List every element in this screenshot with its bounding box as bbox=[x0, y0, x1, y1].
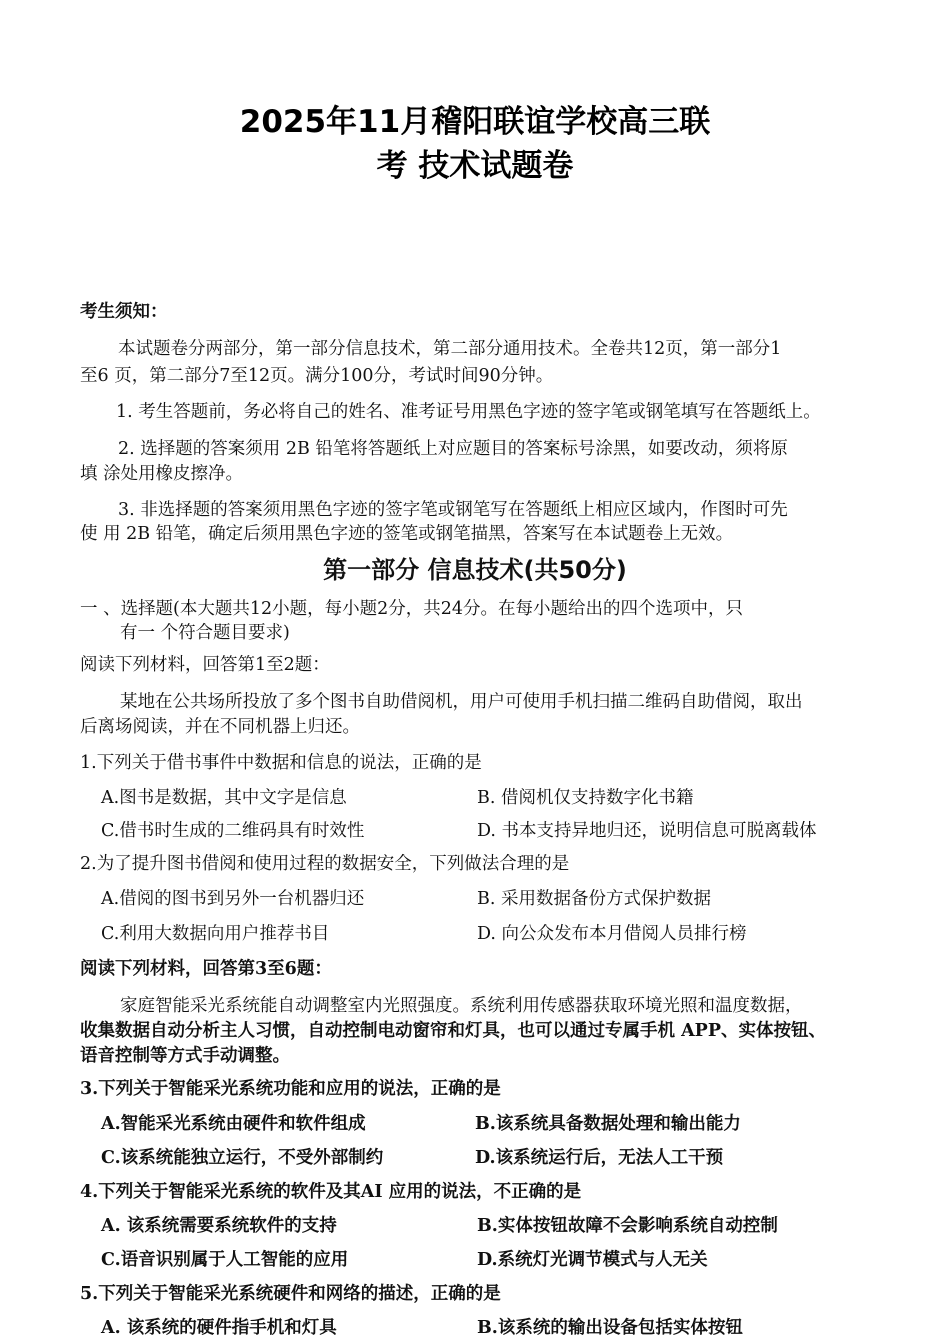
material1-line2: 后离场阅读，并在不同机器上归还。 bbox=[80, 717, 360, 737]
question-stem: 5.下列关于智能采光系统硬件和网络的描述，正确的是 bbox=[80, 1284, 501, 1304]
choice-heading-line1: 一 、选择题(本大题共12小题，每小题2分，共24分。在每小题给出的四个选项中，只 bbox=[80, 599, 744, 619]
option-d: D.系统灯光调节模式与人无关 bbox=[477, 1250, 708, 1270]
material2-line1: 家庭智能采光系统能自动调整室内光照强度。系统利用传感器获取环境光照和温度数据， bbox=[120, 996, 803, 1016]
option-c: C.利用大数据向用户推荐书目 bbox=[101, 924, 330, 944]
option-c: C.语音识别属于人工智能的应用 bbox=[101, 1250, 349, 1270]
option-b: B.该系统具备数据处理和输出能力 bbox=[475, 1114, 741, 1134]
option-b: B. 借阅机仅支持数字化书籍 bbox=[477, 788, 694, 808]
material2-prompt: 阅读下列材料，回答第3至6题： bbox=[80, 959, 332, 979]
question-stem: 1.下列关于借书事件中数据和信息的说法，正确的是 bbox=[80, 753, 482, 773]
option-a: A.图书是数据，其中文字是信息 bbox=[101, 788, 347, 808]
option-b: B.实体按钮故障不会影响系统自动控制 bbox=[477, 1216, 778, 1236]
material1-line1: 某地在公共场所投放了多个图书自助借阅机，用户可使用手机扫描二维码自助借阅，取出 bbox=[120, 692, 803, 712]
choice-heading-line2: 有一 个符合题目要求) bbox=[120, 623, 290, 643]
option-b: B.该系统的输出设备包括实体按钮 bbox=[477, 1318, 743, 1338]
option-c: C.该系统能独立运行，不受外部制约 bbox=[101, 1148, 384, 1168]
option-d: D.该系统运行后，无法人工干预 bbox=[475, 1148, 724, 1168]
material1-prompt: 阅读下列材料，回答第1至2题： bbox=[80, 655, 330, 675]
title-line-2: 考 技术试题卷 bbox=[376, 148, 574, 184]
notice-intro-line2: 至6 页，第二部分7至12页。满分100分，考试时间90分钟。 bbox=[80, 366, 554, 386]
option-a: A.借阅的图书到另外一台机器归还 bbox=[101, 889, 365, 909]
notice-item3-line1: 3. 非选择题的答案须用黑色字迹的签字笔或钢笔写在答题纸上相应区域内，作图时可先 bbox=[118, 500, 788, 520]
notice-heading: 考生须知： bbox=[80, 302, 168, 322]
material2-line2: 收集数据自动分析主人习惯，自动控制电动窗帘和灯具，也可以通过专属手机 APP、实体按钮、 bbox=[80, 1021, 826, 1041]
notice-item2-line2: 填 涂处用橡皮擦净。 bbox=[80, 464, 244, 484]
material2-line3: 语音控制等方式手动调整。 bbox=[80, 1046, 290, 1066]
part1-heading: 第一部分 信息技术(共50分) bbox=[323, 556, 627, 584]
option-a: A.智能采光系统由硬件和软件组成 bbox=[101, 1114, 366, 1134]
notice-item1: 1. 考生答题前，务必将自己的姓名、准考证号用黑色字迹的签字笔或钢笔填写在答题纸上。 bbox=[116, 402, 821, 422]
option-d: D. 书本支持异地归还，说明信息可脱离载体 bbox=[477, 821, 817, 841]
option-a: A. 该系统的硬件指手机和灯具 bbox=[101, 1318, 337, 1338]
notice-intro-line1: 本试题卷分两部分，第一部分信息技术，第二部分通用技术。全卷共12页，第一部分1 bbox=[118, 339, 782, 359]
question-stem: 2.为了提升图书借阅和使用过程的数据安全，下列做法合理的是 bbox=[80, 854, 570, 874]
title-line-1: 2025年11月稽阳联谊学校高三联 bbox=[239, 104, 711, 140]
option-c: C.借书时生成的二维码具有时效性 bbox=[101, 821, 365, 841]
question-stem: 3.下列关于智能采光系统功能和应用的说法，正确的是 bbox=[80, 1079, 501, 1099]
question-stem: 4.下列关于智能采光系统的软件及其AI 应用的说法，不正确的是 bbox=[80, 1182, 582, 1202]
notice-item3-line2: 使 用 2B 铅笔，确定后须用黑色字迹的签笔或钢笔描黑，答案写在本试题卷上无效。 bbox=[80, 524, 734, 544]
option-a: A. 该系统需要系统软件的支持 bbox=[101, 1216, 337, 1236]
option-b: B. 采用数据备份方式保护数据 bbox=[477, 889, 711, 909]
notice-item2-line1: 2. 选择题的答案须用 2B 铅笔将答题纸上对应题目的答案标号涂黑，如要改动，须将原 bbox=[118, 439, 788, 459]
option-d: D. 向公众发布本月借阅人员排行榜 bbox=[477, 924, 747, 944]
